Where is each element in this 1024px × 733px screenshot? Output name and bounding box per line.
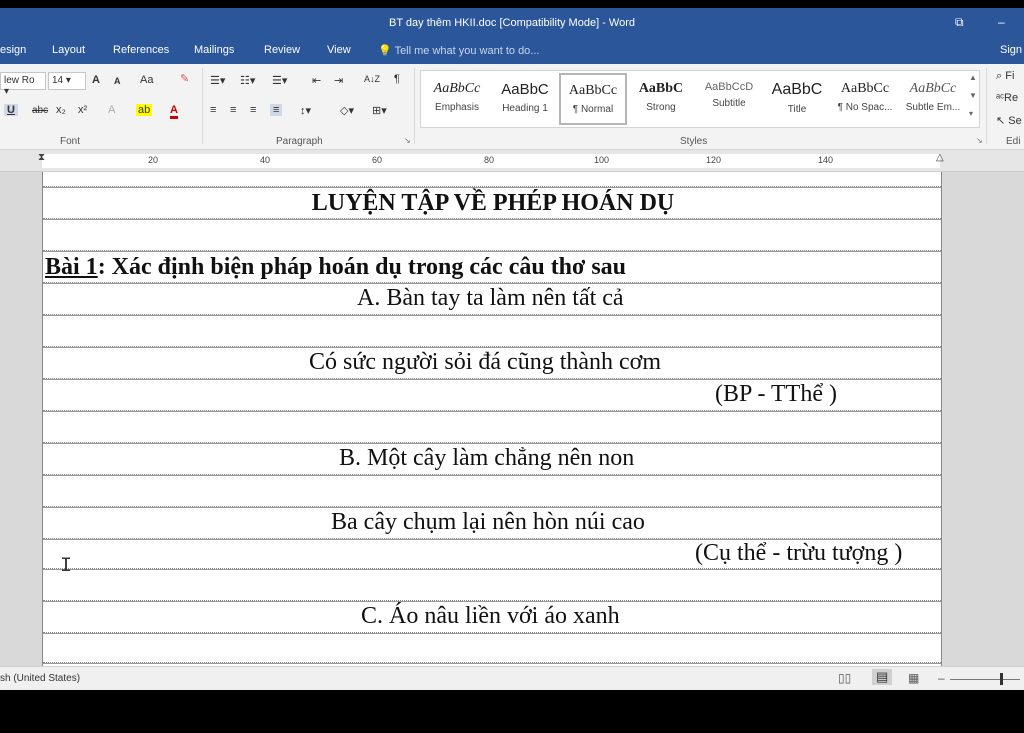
style-strong[interactable] — [627, 73, 695, 125]
shrink-font-button[interactable]: A — [114, 76, 121, 86]
style-preview: AaBbCc — [909, 81, 957, 96]
style-emphasis[interactable] — [423, 73, 491, 125]
ruler-number: 60 — [372, 155, 383, 165]
ruler-number: 120 — [706, 155, 722, 165]
style-preview: AaBbC — [501, 81, 549, 98]
tab-mailings[interactable]: Mailings — [194, 44, 235, 56]
ruled-line — [43, 662, 941, 664]
style-subtitle[interactable] — [695, 73, 763, 125]
style-preview: AaBbCc — [840, 81, 890, 96]
align-center-icon[interactable]: ≡ — [230, 104, 237, 116]
style-name: Title — [787, 104, 807, 115]
style-name: ¶ No Spac... — [837, 102, 893, 113]
styles-launcher-icon[interactable]: ↘ — [976, 136, 983, 145]
styles-gallery — [420, 70, 980, 128]
gallery-more-icon[interactable]: ▾ — [969, 109, 974, 118]
ruled-line — [43, 378, 941, 380]
multilevel-list-icon[interactable]: ☰▾ — [272, 75, 288, 87]
horizontal-ruler[interactable] — [0, 150, 1024, 172]
style-name: Strong — [646, 102, 676, 113]
ruler-number: 40 — [260, 155, 271, 165]
align-left-icon[interactable]: ≡ — [210, 104, 217, 116]
ruled-line — [43, 250, 941, 252]
ruled-line — [43, 410, 941, 412]
exercise-label: Bài 1 — [45, 254, 98, 280]
poem-line-b2: Ba cây chụm lại nên hòn núi cao — [331, 509, 645, 535]
lightbulb-icon: 💡 — [378, 45, 392, 57]
separator — [414, 68, 415, 144]
ruled-line — [43, 282, 941, 284]
style-heading-1[interactable] — [491, 73, 559, 125]
highlight-button[interactable]: ab — [138, 104, 151, 116]
style-preview: AaBbCcD — [704, 81, 754, 93]
ruled-line — [43, 346, 941, 348]
style-title[interactable] — [763, 73, 831, 125]
find-label: Fi — [1005, 70, 1015, 82]
justify-icon[interactable]: ≡ — [270, 104, 282, 116]
style-preview: AaBbCc — [433, 81, 481, 96]
replace-button[interactable] — [996, 92, 1018, 104]
exercise-text: : Xác định biện pháp hoán dụ trong các câu thơ sau — [97, 254, 627, 280]
tab-review[interactable]: Review — [264, 44, 301, 56]
ruler-number: 80 — [484, 155, 495, 165]
numbering-icon[interactable]: ☷▾ — [240, 75, 256, 87]
style-preview: AaBbC — [771, 81, 823, 98]
borders-icon[interactable]: ⊞▾ — [372, 105, 387, 117]
clear-formatting-icon[interactable]: ✎ — [180, 73, 190, 85]
font-size-combo[interactable]: 14 ▾ — [48, 72, 86, 90]
separator — [986, 68, 987, 144]
title-bar — [0, 8, 1024, 40]
exercise-line — [45, 254, 626, 281]
ruled-line — [43, 632, 941, 634]
status-bar — [0, 666, 1024, 690]
change-case-button[interactable]: Aa — [140, 74, 154, 86]
document-area — [0, 172, 1024, 666]
read-mode-icon[interactable]: ▯▯ — [838, 671, 852, 685]
style-name: Emphasis — [435, 102, 479, 113]
ruler-number: 100 — [594, 155, 610, 165]
paragraph-launcher-icon[interactable]: ↘ — [404, 136, 411, 145]
text-effects-icon[interactable]: A — [108, 104, 116, 116]
style-subtle-emphasis[interactable] — [899, 73, 967, 125]
decrease-indent-icon[interactable]: ⇤ — [312, 75, 322, 87]
replace-label: Re — [1004, 92, 1019, 104]
grow-font-button[interactable]: A — [92, 74, 100, 86]
tab-design[interactable]: esign — [0, 44, 27, 56]
right-indent-marker-icon[interactable]: △ — [936, 152, 944, 163]
tab-references[interactable]: References — [113, 44, 170, 56]
sort-button[interactable]: A↓Z — [364, 74, 381, 84]
align-right-icon[interactable]: ≡ — [250, 104, 257, 116]
style-preview: AaBbCc — [568, 83, 618, 98]
poem-line-a1: A. Bàn tay ta làm nên tất cả — [357, 285, 624, 311]
ribbon-display-icon[interactable]: ⧉ — [955, 15, 964, 29]
ribbon-home — [0, 64, 1024, 150]
style-name: Subtle Em... — [905, 102, 961, 113]
shading-icon[interactable]: ◇▾ — [340, 105, 354, 117]
tell-me-box[interactable] — [378, 44, 539, 57]
ruled-line — [43, 600, 941, 602]
zoom-out-icon[interactable]: – — [938, 671, 945, 685]
replace-icon: ᵃᶜ — [996, 92, 1004, 104]
select-label: Se — [1008, 115, 1022, 127]
ruled-line — [43, 314, 941, 316]
web-layout-icon[interactable]: ▦ — [908, 671, 920, 685]
document-heading: LUYỆN TẬP VỀ PHÉP HOÁN DỤ — [311, 190, 675, 216]
subscript-button[interactable]: x₂ — [56, 104, 66, 116]
find-button[interactable] — [996, 70, 1014, 83]
paragraph-group-label: Paragraph — [276, 136, 323, 147]
underline-button[interactable]: U — [4, 104, 18, 116]
separator — [202, 68, 203, 144]
bottom-black-bar — [0, 690, 1024, 733]
font-name-combo[interactable]: lew Ro ▾ — [0, 72, 46, 90]
style-normal[interactable] — [559, 73, 627, 125]
text-cursor-icon: I — [60, 555, 73, 578]
styles-group-label: Styles — [680, 136, 708, 147]
font-group-label: Font — [60, 136, 81, 147]
note-a: (BP - TThể ) — [715, 381, 837, 407]
pointer-icon: ↖ — [996, 115, 1006, 127]
indent-marker-icon[interactable]: ⧗ — [38, 152, 46, 163]
ruled-line — [43, 474, 941, 476]
style-no-spacing[interactable] — [831, 73, 899, 125]
zoom-slider[interactable] — [950, 679, 1020, 680]
search-icon: ⌕ — [996, 70, 1003, 82]
font-size-value: 14 — [52, 75, 64, 86]
strikethrough-button[interactable]: abc — [32, 105, 49, 116]
document-page[interactable] — [42, 172, 942, 666]
bullets-icon[interactable]: ☰▾ — [210, 75, 226, 87]
line-spacing-icon[interactable]: ↕▾ — [300, 105, 312, 117]
minimize-button[interactable]: – — [998, 15, 1005, 29]
style-name: Heading 1 — [502, 103, 548, 114]
ruler-number: 20 — [148, 155, 159, 165]
style-name: Subtitle — [712, 98, 746, 109]
poem-line-b1: B. Một cây làm chẳng nên non — [339, 445, 635, 471]
font-name-value: lew Ro — [4, 75, 35, 86]
print-layout-icon[interactable]: ▤ — [872, 669, 892, 685]
style-preview: AaBbC — [638, 81, 684, 96]
ruled-line — [43, 442, 941, 444]
style-name: ¶ Normal — [572, 104, 614, 115]
language-status[interactable]: sh (United States) — [0, 673, 81, 684]
poem-line-c1: C. Áo nâu liền với áo xanh — [361, 603, 620, 629]
sign-in-link[interactable]: Sign — [1000, 44, 1023, 56]
font-color-button[interactable]: A — [170, 104, 178, 119]
zoom-slider-thumb[interactable] — [1000, 673, 1003, 685]
ribbon-tabs — [0, 40, 1024, 64]
poem-line-a2: Có sức người sỏi đá cũng thành cơm — [309, 349, 662, 375]
ruled-line — [43, 218, 941, 220]
ruled-line — [43, 506, 941, 508]
superscript-button[interactable]: x² — [78, 104, 88, 116]
select-button[interactable] — [996, 114, 1022, 127]
note-b: (Cụ thể - trừu tượng ) — [695, 540, 903, 566]
ruler-number: 140 — [818, 155, 834, 165]
tab-layout[interactable]: Layout — [52, 44, 86, 56]
increase-indent-icon[interactable]: ⇥ — [334, 75, 344, 87]
ruled-line — [43, 186, 941, 188]
ruled-line — [43, 568, 941, 570]
window-title: BT day thêm HKII.doc [Compatibility Mode] - Word — [389, 17, 635, 29]
gallery-up-icon[interactable]: ▲ — [969, 73, 977, 82]
tell-me-text: Tell me what you want to do... — [394, 45, 540, 57]
tab-view[interactable]: View — [327, 44, 351, 56]
editing-group-label: Edi — [1006, 136, 1021, 147]
gallery-down-icon[interactable]: ▼ — [969, 91, 977, 100]
show-formatting-button[interactable]: ¶ — [394, 73, 400, 85]
